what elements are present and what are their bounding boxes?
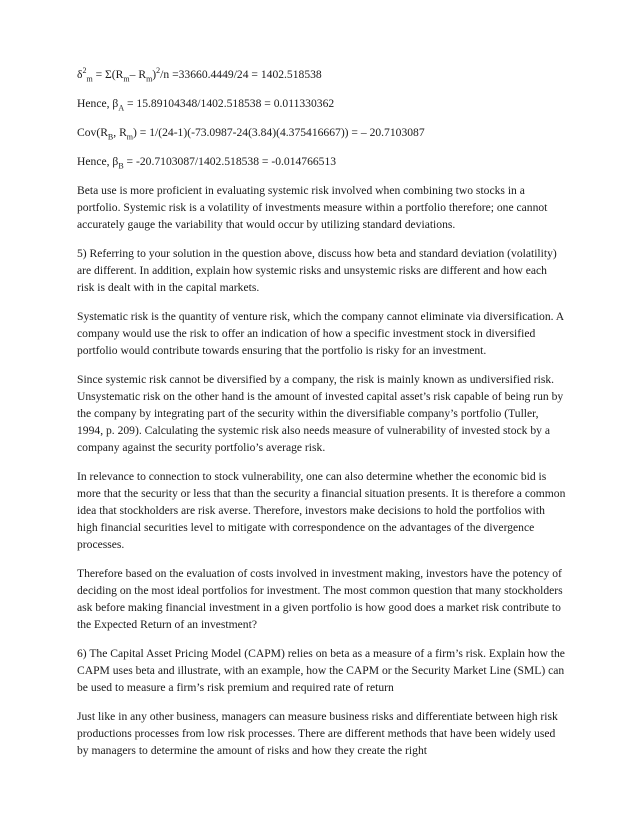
eq4-tail: = -20.7103087/1402.518538 = -0.014766513: [123, 155, 337, 168]
paragraph-investment-costs: Therefore based on the evaluation of costs involved in investment making, investors have the potency of deciding on the most ideal portfolios for investment. The most common question that many stockholders ask before making financial investment in a given portfolio is how good does a market risk contribute to the Expected Return of an investment?: [77, 567, 563, 631]
eq3-mid: , R: [113, 126, 127, 139]
paragraph-stock-vulnerability: In relevance to connection to stock vulnerability, one can also determine whether the economic bid is more that the security or less that than the security a financial situation presents. It is therefore a common idea that stockholders are risk averse. Therefore, investors make decisions to hold the portfolios with high financial securities level to mitigate with correspondence on the advantages of the divergence processes.: [77, 470, 566, 551]
eq4-prefix: Hence, β: [77, 155, 119, 168]
eq1-r2-sub: m: [146, 74, 153, 84]
eq3-prefix: Cov(R: [77, 126, 108, 139]
covariance-equation: [77, 124, 567, 141]
question-5: 5) Referring to your solution in the question above, discuss how beta and standard deviation (volatility) are different. In addition, explain how systemic risks and unsystemic risks are different and how each risk is dealt with in the capital markets.: [77, 247, 557, 294]
question-6: 6) The Capital Asset Pricing Model (CAPM) relies on beta as a measure of a firm’s risk. Explain how the CAPM uses beta and illustrate, with an example, how the CAPM or the Security Market Line (SML) can be used to measure a firm’s risk premium and required rate of return: [77, 647, 565, 694]
paragraph-systematic-risk: Systematic risk is the quantity of venture risk, which the company cannot eliminate via diversification. A company would use the risk to offer an indication of how a specific investment stock in diversified portfolio would contribute towards ensuring that the portfolio is risky for an investment.: [77, 310, 564, 357]
beta-b-equation: [77, 153, 567, 170]
paragraph-business-risks: Just like in any other business, managers can measure business risks and differentiate between high risk productions processes from low risk processes. There are different methods that have been widely used by managers to determine the amount of risks and how they create the right: [77, 710, 558, 757]
eq2-prefix: Hence, β: [77, 97, 119, 110]
eq1-delta: δ: [77, 68, 83, 81]
eq1-mid: = Σ(R: [92, 68, 124, 81]
eq1-delta-sub: m: [86, 74, 93, 84]
paragraph-unsystematic-risk: Since systemic risk cannot be diversified by a company, the risk is mainly known as undiversified risk. Unsystematic risk on the other hand is the amount of invested capital asset’s risk capable of being run by the company by integrating part of the security within the diversifiable company’s portfolio (Tuller, 1994, p. 209). Calculating the systemic risk also needs measure of vulnerability of invested stock by a company against the security portfolio’s average risk.: [77, 373, 564, 454]
eq2-tail: = 15.89104348/1402.518538 = 0.011330362: [124, 97, 335, 110]
eq1-minus: – R: [129, 68, 147, 81]
eq1-sq-sup: 2: [156, 66, 161, 76]
variance-equation: [77, 66, 567, 83]
eq2-sub: A: [118, 103, 125, 113]
eq1-r1-sub: m: [123, 74, 130, 84]
eq1-close: ): [152, 68, 157, 81]
eq1-tail: /n =33660.4449/24 = 1402.518538: [160, 68, 322, 81]
beta-a-equation: [77, 95, 567, 112]
eq1-delta-sup: 2: [82, 66, 87, 76]
eq3-sub1: B: [107, 132, 114, 142]
document-page: [77, 66, 567, 771]
eq4-sub: B: [118, 161, 124, 171]
eq3-tail: ) = 1/(24-1)(-73.0987-24(3.84)(4.375416667)) = – 20.7103087: [133, 126, 425, 139]
paragraph-beta-use: Beta use is more proficient in evaluating systemic risk involved when combining two stocks in a portfolio. Systemic risk is a volatility of investments measure within a portfolio therefore; one cannot accurately gauge the variability that would occur by utilizing standard deviations.: [77, 184, 548, 231]
eq3-sub2: m: [126, 132, 134, 142]
